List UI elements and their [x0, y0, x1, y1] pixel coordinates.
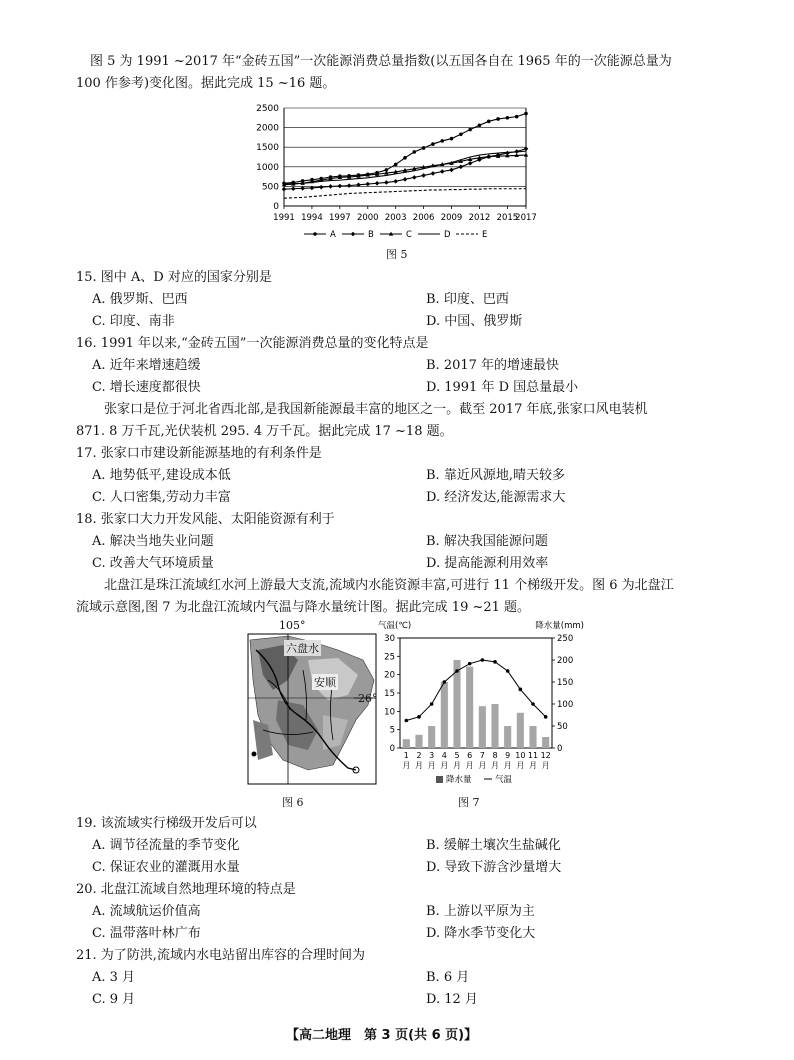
legend-label-B: B: [368, 230, 374, 240]
q16-option-a[interactable]: A. 近年来增速趋缓: [92, 358, 201, 373]
q17-option-d[interactable]: D. 经济发达,能源需求大: [426, 490, 566, 505]
q17-option-a[interactable]: A. 地势低平,建设成本低: [92, 468, 231, 483]
point-B: [365, 182, 370, 187]
figure-7-caption: 图 7: [458, 796, 480, 809]
precip-bar: [504, 726, 511, 748]
q17-stem: 17. 张家口市建设新能源基地的有利条件是: [76, 446, 322, 461]
q16-option-c[interactable]: C. 增长速度都很快: [92, 380, 201, 395]
point-B: [375, 181, 380, 186]
right-tick-label: 150: [557, 678, 574, 688]
q19-option-a[interactable]: A. 调节径流量的季节变化: [92, 838, 240, 853]
q16-option-b[interactable]: B. 2017 年的增速最快: [426, 358, 560, 373]
right-tick-label: 100: [557, 700, 574, 710]
q19-stem: 19. 该流域实行梯级开发后可以: [76, 816, 257, 831]
q21-option-b[interactable]: B. 6 月: [426, 970, 470, 985]
month-suffix: 月: [529, 761, 537, 770]
precip-bar: [415, 735, 422, 748]
x-tick-label: 2017: [515, 213, 537, 223]
legend-precip-label: 降水量: [446, 775, 472, 785]
point-B: [384, 180, 389, 185]
temperature-point: [519, 688, 523, 692]
point-A: [487, 120, 491, 124]
q18-option-c[interactable]: C. 改善大气环境质量: [92, 556, 214, 571]
precip-bar: [529, 726, 536, 748]
left-tick-label: 10: [384, 707, 395, 718]
figure-6-caption: 图 6: [282, 796, 304, 809]
month-suffix: 月: [427, 761, 436, 770]
point-A: [422, 146, 426, 150]
y-tick-label: 2000: [256, 123, 279, 134]
figure-6-map: [228, 620, 388, 790]
x-tick-label: 2006: [412, 213, 435, 223]
x-tick-label: 2009: [440, 213, 463, 223]
point-B: [393, 179, 398, 184]
q15-option-d[interactable]: D. 中国、俄罗斯: [426, 314, 523, 329]
figure-5-caption: 图 5: [386, 248, 408, 261]
month-number: 7: [479, 751, 485, 760]
intro1-line2: 100 作参考)变化图。据此完成 15 ~16 题。: [76, 76, 336, 91]
month-number: 2: [416, 751, 422, 760]
q20-stem: 20. 北盘江流域自然地理环境的特点是: [76, 882, 296, 897]
point-A: [403, 156, 407, 160]
point-B: [319, 185, 324, 190]
y-tick-label: 1500: [256, 143, 279, 154]
precip-bar: [428, 726, 435, 748]
precip-bar: [491, 704, 498, 748]
intro1-line1: 图 5 为 1991 ~2017 年“金砖五国”一次能源消费总量指数(以五国各自在 1965 年的一次能源总量为: [90, 54, 672, 69]
point-B: [431, 171, 436, 176]
precip-bar: [466, 667, 473, 748]
map-label-anshun: 安顺: [314, 676, 336, 689]
temperature-point: [417, 715, 421, 719]
legend-marker-A: [313, 232, 317, 236]
y-tick-label: 500: [261, 182, 279, 193]
right-tick-label: 0: [557, 744, 563, 754]
temperature-point: [443, 680, 447, 684]
month-suffix: 月: [453, 761, 461, 770]
point-A: [515, 115, 519, 119]
figure-7-climate-chart: [376, 618, 586, 790]
x-tick-label: 1994: [301, 213, 323, 223]
q20-option-b[interactable]: B. 上游以平原为主: [426, 904, 535, 919]
q20-option-d[interactable]: D. 降水季节变化大: [426, 926, 536, 941]
point-B: [440, 169, 445, 174]
left-axis-label: 气温(℃): [378, 621, 412, 631]
intro3-line1: 北盘江是珠江流域红水河上游最大支流,流域内水能资源丰富,可进行 11 个梯级开发。图 6 为北盘江: [104, 578, 674, 593]
precip-bar: [403, 739, 410, 748]
point-A: [394, 163, 398, 167]
q18-option-d[interactable]: D. 提高能源利用效率: [426, 556, 549, 571]
month-suffix: 月: [516, 761, 525, 770]
month-number: 6: [467, 751, 473, 760]
month-suffix: 月: [440, 761, 449, 770]
q20-option-a[interactable]: A. 流域航运价值高: [92, 904, 201, 919]
month-number: 11: [527, 751, 539, 760]
q15-option-c[interactable]: C. 印度、南非: [92, 314, 175, 329]
q19-option-b[interactable]: B. 缓解土壤次生盐碱化: [426, 838, 561, 853]
q16-option-d[interactable]: D. 1991 年 D 国总量最小: [426, 380, 579, 395]
left-tick-label: 15: [384, 689, 395, 699]
temperature-point: [405, 719, 409, 723]
point-A: [506, 116, 510, 120]
q19-option-c[interactable]: C. 保证农业的灌溉用水量: [92, 860, 240, 875]
point-A: [468, 128, 472, 132]
precip-bar: [441, 682, 448, 748]
q21-stem: 21. 为了防洪,流域内水电站留出库容的合理时间为: [76, 948, 365, 963]
point-B: [459, 165, 464, 170]
legend-marker-B: [351, 232, 356, 237]
point-A: [496, 117, 500, 121]
legend-precip-swatch: [436, 776, 443, 783]
map-label-liupanshui: 六盘水: [286, 642, 319, 655]
right-tick-label: 50: [557, 722, 568, 732]
temperature-point: [544, 715, 548, 719]
x-tick-label: 1997: [329, 213, 351, 223]
legend-temp-label: 气温: [495, 775, 513, 785]
y-tick-label: 0: [273, 202, 279, 212]
q18-option-a[interactable]: A. 解决当地失业问题: [92, 534, 214, 549]
q15-option-a[interactable]: A. 俄罗斯、巴西: [92, 292, 188, 307]
q18-option-b[interactable]: B. 解决我国能源问题: [426, 534, 548, 549]
right-tick-label: 200: [557, 656, 574, 666]
point-A: [450, 137, 454, 141]
y-tick-label: 2500: [256, 104, 279, 114]
point-A: [440, 139, 444, 143]
legend-label-D: D: [444, 230, 451, 240]
temperature-point: [455, 669, 459, 673]
q19-option-d[interactable]: D. 导致下游含沙量增大: [426, 860, 562, 875]
point-B: [328, 184, 333, 189]
x-tick-label: 2000: [356, 213, 379, 223]
precip-bar: [517, 713, 524, 748]
month-number: 8: [492, 751, 498, 760]
left-tick-label: 25: [384, 652, 395, 663]
point-B: [449, 168, 454, 173]
month-number: 10: [515, 751, 526, 760]
left-tick-label: 5: [389, 725, 395, 736]
month-suffix: 月: [541, 761, 550, 770]
q21-option-a[interactable]: A. 3 月: [92, 970, 136, 985]
x-tick-label: 2003: [384, 213, 407, 223]
month-number: 5: [454, 751, 460, 760]
temperature-line: [406, 660, 545, 721]
map-longitude-label: 105°: [279, 619, 306, 632]
intro2-line1: 张家口是位于河北省西北部,是我国新能源最丰富的地区之一。截至 2017 年底,张家口风电装机: [104, 402, 648, 417]
map-latitude-label: 26°: [358, 692, 378, 705]
precip-bar: [542, 737, 549, 748]
right-tick-label: 250: [557, 634, 574, 644]
q16-stem: 16. 1991 年以来,“金砖五国”一次能源消费总量的变化特点是: [76, 336, 429, 351]
temperature-point: [430, 702, 434, 706]
point-A: [413, 150, 417, 154]
temperature-point: [531, 702, 535, 706]
y-tick-label: 1000: [256, 162, 279, 173]
legend-label-C: C: [406, 230, 412, 240]
point-A: [478, 123, 482, 127]
point-B: [338, 184, 343, 189]
temperature-point: [468, 662, 472, 666]
q20-option-c[interactable]: C. 温带落叶林广布: [92, 926, 201, 941]
legend-label-A: A: [330, 230, 336, 240]
point-B: [282, 187, 287, 192]
point-B: [300, 186, 305, 191]
legend-label-E: E: [482, 230, 488, 240]
point-B: [421, 173, 426, 178]
series-line-E: [284, 189, 526, 198]
q21-option-c[interactable]: C. 9 月: [92, 992, 136, 1007]
month-number: 3: [429, 751, 435, 760]
temperature-point: [506, 669, 510, 673]
left-tick-label: 20: [384, 670, 395, 681]
month-suffix: 月: [491, 761, 499, 770]
point-B: [468, 161, 473, 166]
temperature-point: [481, 658, 485, 662]
month-suffix: 月: [503, 761, 512, 770]
x-tick-label: 2012: [468, 213, 491, 223]
month-number: 4: [441, 751, 447, 760]
plot-frame: [400, 638, 552, 748]
point-A: [459, 132, 463, 136]
left-tick-label: 0: [389, 744, 395, 754]
month-number: 1: [403, 751, 409, 760]
month-number: 9: [505, 751, 511, 760]
precip-bar: [479, 706, 486, 748]
q15-stem: 15. 图中 A、D 对应的国家分别是: [76, 270, 272, 285]
q18-stem: 18. 张家口大力开发风能、太阳能资源有利于: [76, 512, 335, 527]
right-axis-label: 降水量(mm): [535, 621, 584, 631]
left-tick-label: 30: [384, 634, 395, 644]
month-suffix: 月: [415, 761, 423, 770]
month-suffix: 月: [402, 761, 411, 770]
q17-option-c[interactable]: C. 人口密集,劳动力丰富: [92, 490, 231, 505]
month-suffix: 月: [478, 761, 487, 770]
page-footer: 【高二地理 第 3 页(共 6 页)】: [286, 1028, 478, 1043]
point-A: [431, 142, 435, 146]
q21-option-d[interactable]: D. 12 月: [426, 992, 478, 1007]
q17-option-b[interactable]: B. 靠近风源地,晴天较多: [426, 468, 565, 483]
point-B: [347, 183, 352, 188]
temperature-point: [493, 660, 497, 664]
point-B: [291, 186, 296, 191]
point-A: [524, 112, 528, 116]
point-B: [403, 177, 408, 182]
month-suffix: 月: [465, 761, 474, 770]
intro3-line2: 流域示意图,图 7 为北盘江流域内气温与降水量统计图。据此完成 19 ~21 题。: [76, 600, 531, 615]
q15-option-b[interactable]: B. 印度、巴西: [426, 292, 509, 307]
figure-5-line-chart: [240, 98, 550, 248]
intro2-line2: 871. 8 万千瓦,光伏装机 295. 4 万千瓦。据此完成 17 ~18 题。: [76, 424, 453, 439]
x-tick-label: 1991: [273, 213, 295, 223]
point-B: [412, 175, 417, 180]
x-tick-label: 2015: [496, 213, 519, 223]
month-number: 12: [540, 751, 551, 760]
